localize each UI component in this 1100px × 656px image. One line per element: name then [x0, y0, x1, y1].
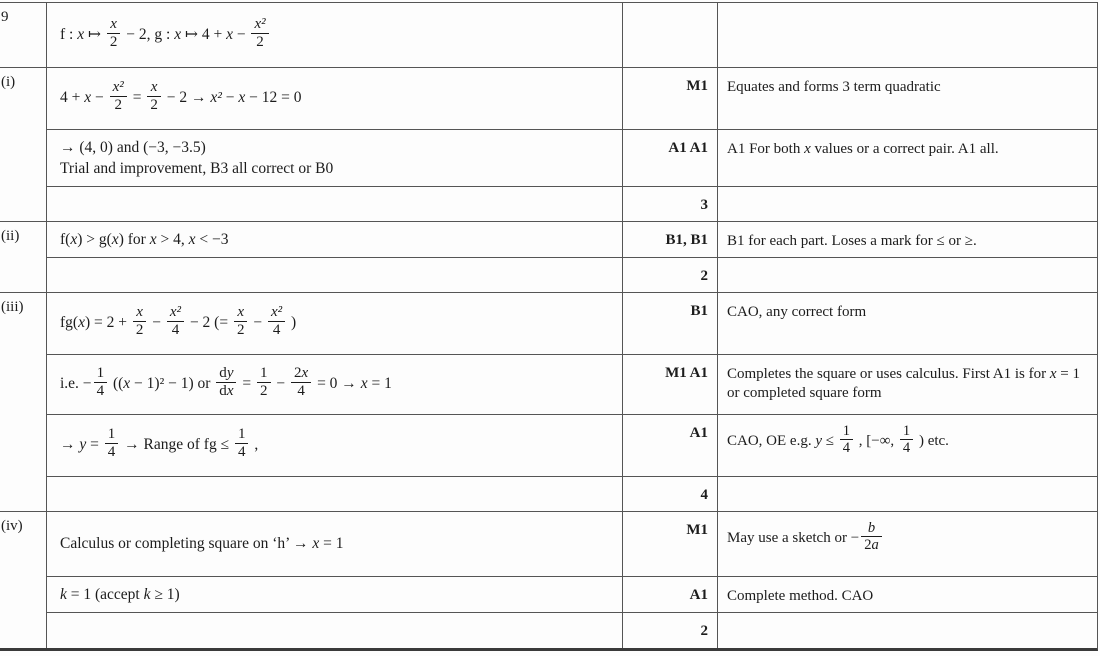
math-expression: fg(x) = 2 + $\frac{x}{2}$ − $\frac{\text{x²}}{4}$ − 2 (= $\frac{x}{2}$ − $\frac{\text{x²}}{4}$ ) [60, 304, 297, 338]
question-part-label-ii: (ii) [0, 222, 47, 293]
mark-cell [623, 355, 718, 415]
mark-cell [623, 415, 718, 477]
math-expression: i.e. − $\frac{1}{4}$ ((x − 1)² − 1) or $\frac{dy}{dx}$ = $\frac{1}{2}$ − $\frac{2x}{4}$ = 0 → x = 1 [60, 365, 392, 399]
mark-scheme-table [0, 2, 1098, 651]
subtotal-mark: 3 [700, 197, 708, 213]
mark-label: A1 A1 [668, 140, 708, 156]
mark-label: A1 [689, 587, 708, 603]
comment-text: Equates and forms 3 term quadratic [727, 79, 941, 95]
math-expression: Trial and improvement, B3 all correct or B0 [60, 159, 334, 177]
mark-cell [623, 130, 718, 187]
subtotal-mark-cell [623, 187, 718, 222]
subtotal-mark-cell [623, 613, 718, 648]
math-expression: f(x) > g(x) for x > 4, x < −3 [60, 230, 229, 248]
comment-cell [718, 512, 1097, 577]
math-expression: → y = $\frac{1}{4}$ → Range of fg ≤ $\frac{1}{4}$ , [60, 426, 259, 460]
mark-cell [623, 3, 718, 68]
subtotal-mark: 4 [700, 487, 708, 503]
comment-cell [718, 3, 1097, 68]
mark-label: B1 [690, 303, 708, 319]
answer-cell [47, 293, 623, 355]
mark-cell [623, 293, 718, 355]
comment-cell [718, 222, 1097, 258]
subtotal-mark-cell [623, 477, 718, 512]
answer-cell [47, 415, 623, 477]
answer-cell [47, 512, 623, 577]
comment-text: CAO, any correct form [727, 304, 867, 320]
math-expression: Calculus or completing square on ‘h’ → x = 1 [60, 535, 344, 553]
mark-cell [623, 222, 718, 258]
answer-cell [47, 258, 623, 293]
answer-cell [47, 613, 623, 648]
mark-label: M1 [686, 522, 708, 538]
mark-label: A1 [689, 425, 708, 441]
answer-cell [47, 68, 623, 130]
question-part-label-iv: (iv) [0, 512, 47, 648]
answer-cell [47, 355, 623, 415]
math-expression: k = 1 (accept k ≥ 1) [60, 585, 180, 603]
comment-text: B1 for each part. Loses a mark for ≤ or ≥. [727, 233, 977, 249]
question-part-label-iii: (iii) [0, 293, 47, 512]
comment-cell [718, 415, 1097, 477]
comment-cell [718, 130, 1097, 187]
question-part-label-i: (i) [0, 68, 47, 222]
comment-cell [718, 187, 1097, 222]
mark-label: B1, B1 [665, 232, 708, 248]
comment-text: Complete method. CAO [727, 588, 874, 604]
comment-text: May use a sketch or − $\frac{b}{2a}$ [727, 522, 1087, 556]
comment-cell [718, 293, 1097, 355]
answer-cell [47, 477, 623, 512]
comment-text: Completes the square or uses calculus. First A1 is for x = 1 or completed square form [727, 366, 1081, 401]
math-expression: → (4, 0) and (−3, −3.5) [60, 139, 206, 157]
answer-cell [47, 187, 623, 222]
mark-cell [623, 512, 718, 577]
mark-cell [623, 577, 718, 613]
subtotal-mark: 2 [700, 623, 708, 639]
comment-cell [718, 613, 1097, 648]
comment-text: A1 For both x values or a correct pair. A1 all. [727, 141, 999, 157]
answer-cell [47, 130, 623, 187]
comment-cell [718, 577, 1097, 613]
comment-cell [718, 258, 1097, 293]
answer-cell [47, 577, 623, 613]
subtotal-mark: 2 [700, 268, 708, 284]
comment-cell [718, 68, 1097, 130]
mark-label: M1 [686, 78, 708, 94]
mark-cell [623, 68, 718, 130]
comment-cell [718, 477, 1097, 512]
comment-cell [718, 355, 1097, 415]
comment-text: CAO, OE e.g. y ≤ $\frac{1}{4}$ , [−∞, $\frac{1}{4}$ ) etc. [727, 423, 949, 457]
answer-cell [47, 3, 623, 68]
math-expression: 4 + x − $\frac{\text{x²}}{2}$ = $\frac{x}{2}$ − 2 → x² − x − 12 = 0 [60, 79, 302, 113]
answer-cell [47, 222, 623, 258]
question-label: 9 [0, 3, 47, 68]
subtotal-mark-cell [623, 258, 718, 293]
math-expression: f : x ↦ $\frac{x}{2}$ − 2, g : x ↦ 4 + x − $\frac{\text{x²}}{2}$ [60, 18, 622, 53]
mark-label: M1 A1 [665, 365, 708, 381]
